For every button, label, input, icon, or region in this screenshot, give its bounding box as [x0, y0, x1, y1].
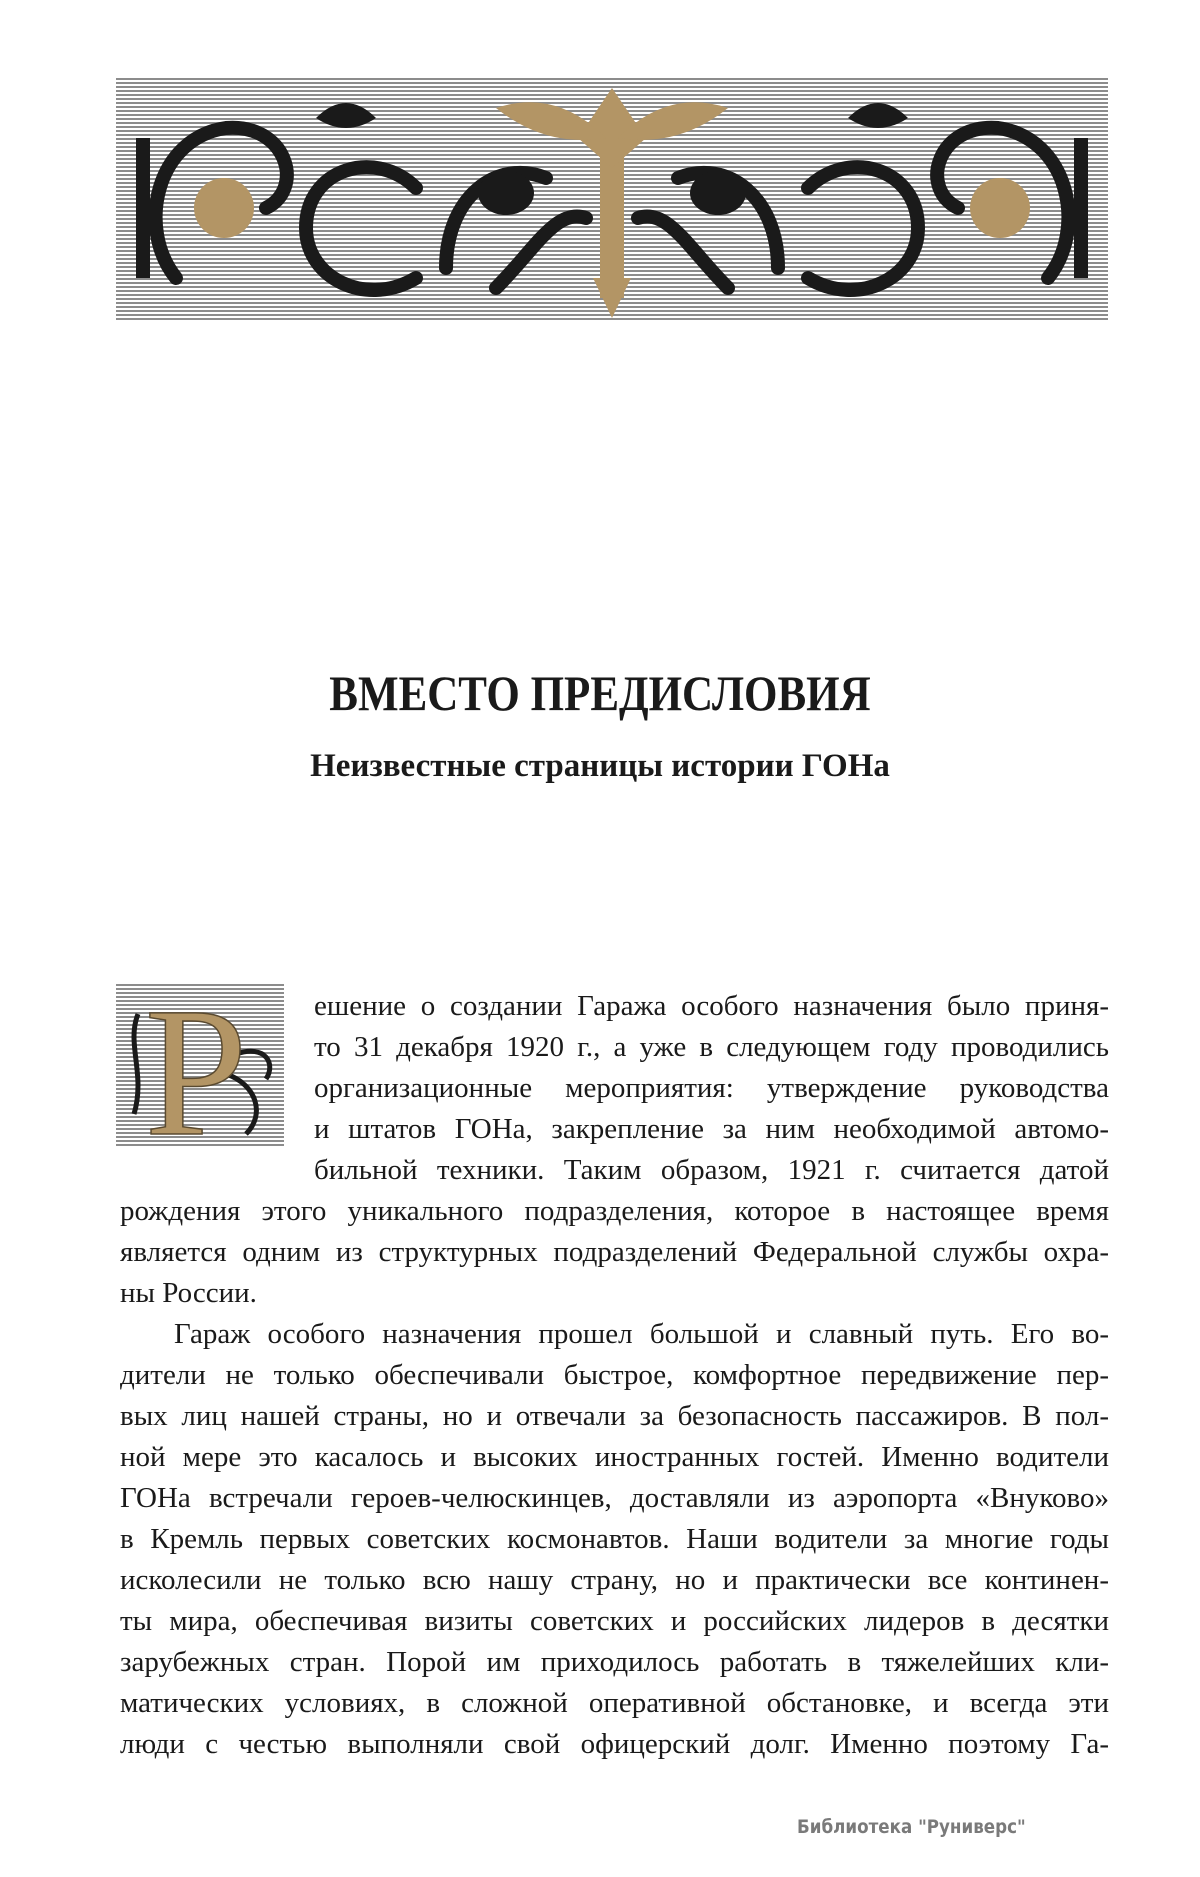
chapter-subtitle: Неизвестные страницы истории ГОНа	[310, 748, 890, 784]
text-line: бильной техники. Таким образом, 1921 г. считается датой	[314, 1154, 1109, 1186]
library-watermark: Библиотека "Руниверс"	[797, 1816, 1026, 1838]
chapter-title: ВМЕСТО ПРЕДИСЛОВИЯ	[329, 665, 871, 721]
text-line: рождения этого уникального подразделения, которое в настоящее время	[120, 1195, 1109, 1227]
text-line: является одним из структурных подразделений Федеральной службы охра-	[120, 1236, 1109, 1268]
text-line: ны России.	[120, 1277, 257, 1309]
text-line: ной мере это касалось и высоких иностранных гостей. Именно водители	[120, 1441, 1109, 1473]
text-line: зарубежных стран. Порой им приходилось работать в тяжелейших кли-	[120, 1646, 1109, 1678]
text-line: ГОНа встречали героев-челюскинцев, доставляли из аэропорта «Внуково»	[120, 1482, 1109, 1514]
text-line: и штатов ГОНа, закрепление за ним необходимой автомо-	[314, 1113, 1109, 1145]
text-line: то 31 декабря 1920 г., а уже в следующем году проводились	[314, 1031, 1109, 1063]
text-line: люди с честью выполняли свой офицерский долг. Именно поэтому Га-	[120, 1728, 1109, 1760]
text-line: вых лиц нашей страны, но и отвечали за безопасность пассажиров. В пол-	[120, 1400, 1109, 1432]
text-line: в Кремль первых советских космонавтов. Наши водители за многие годы	[120, 1523, 1109, 1555]
text-line: Гараж особого назначения прошел большой и славный путь. Его во-	[174, 1318, 1109, 1350]
text-line: ты мира, обеспечивая визиты советских и российских лидеров в десятки	[120, 1605, 1109, 1637]
text-line: матических условиях, в сложной оперативной обстановке, и всегда эти	[120, 1687, 1109, 1719]
text-line: исколесили не только всю нашу страну, но и практически все континен-	[120, 1564, 1109, 1596]
drop-cap-initial	[116, 984, 284, 1146]
drop-cap-letter: Р	[144, 984, 248, 1146]
decorative-ornament-banner	[116, 78, 1108, 320]
text-line: дители не только обеспечивали быстрое, комфортное передвижение пер-	[120, 1359, 1109, 1391]
text-line: ешение о создании Гаража особого назначения было приня-	[314, 990, 1109, 1022]
text-line: организационные мероприятия: утверждение руководства	[314, 1072, 1109, 1104]
